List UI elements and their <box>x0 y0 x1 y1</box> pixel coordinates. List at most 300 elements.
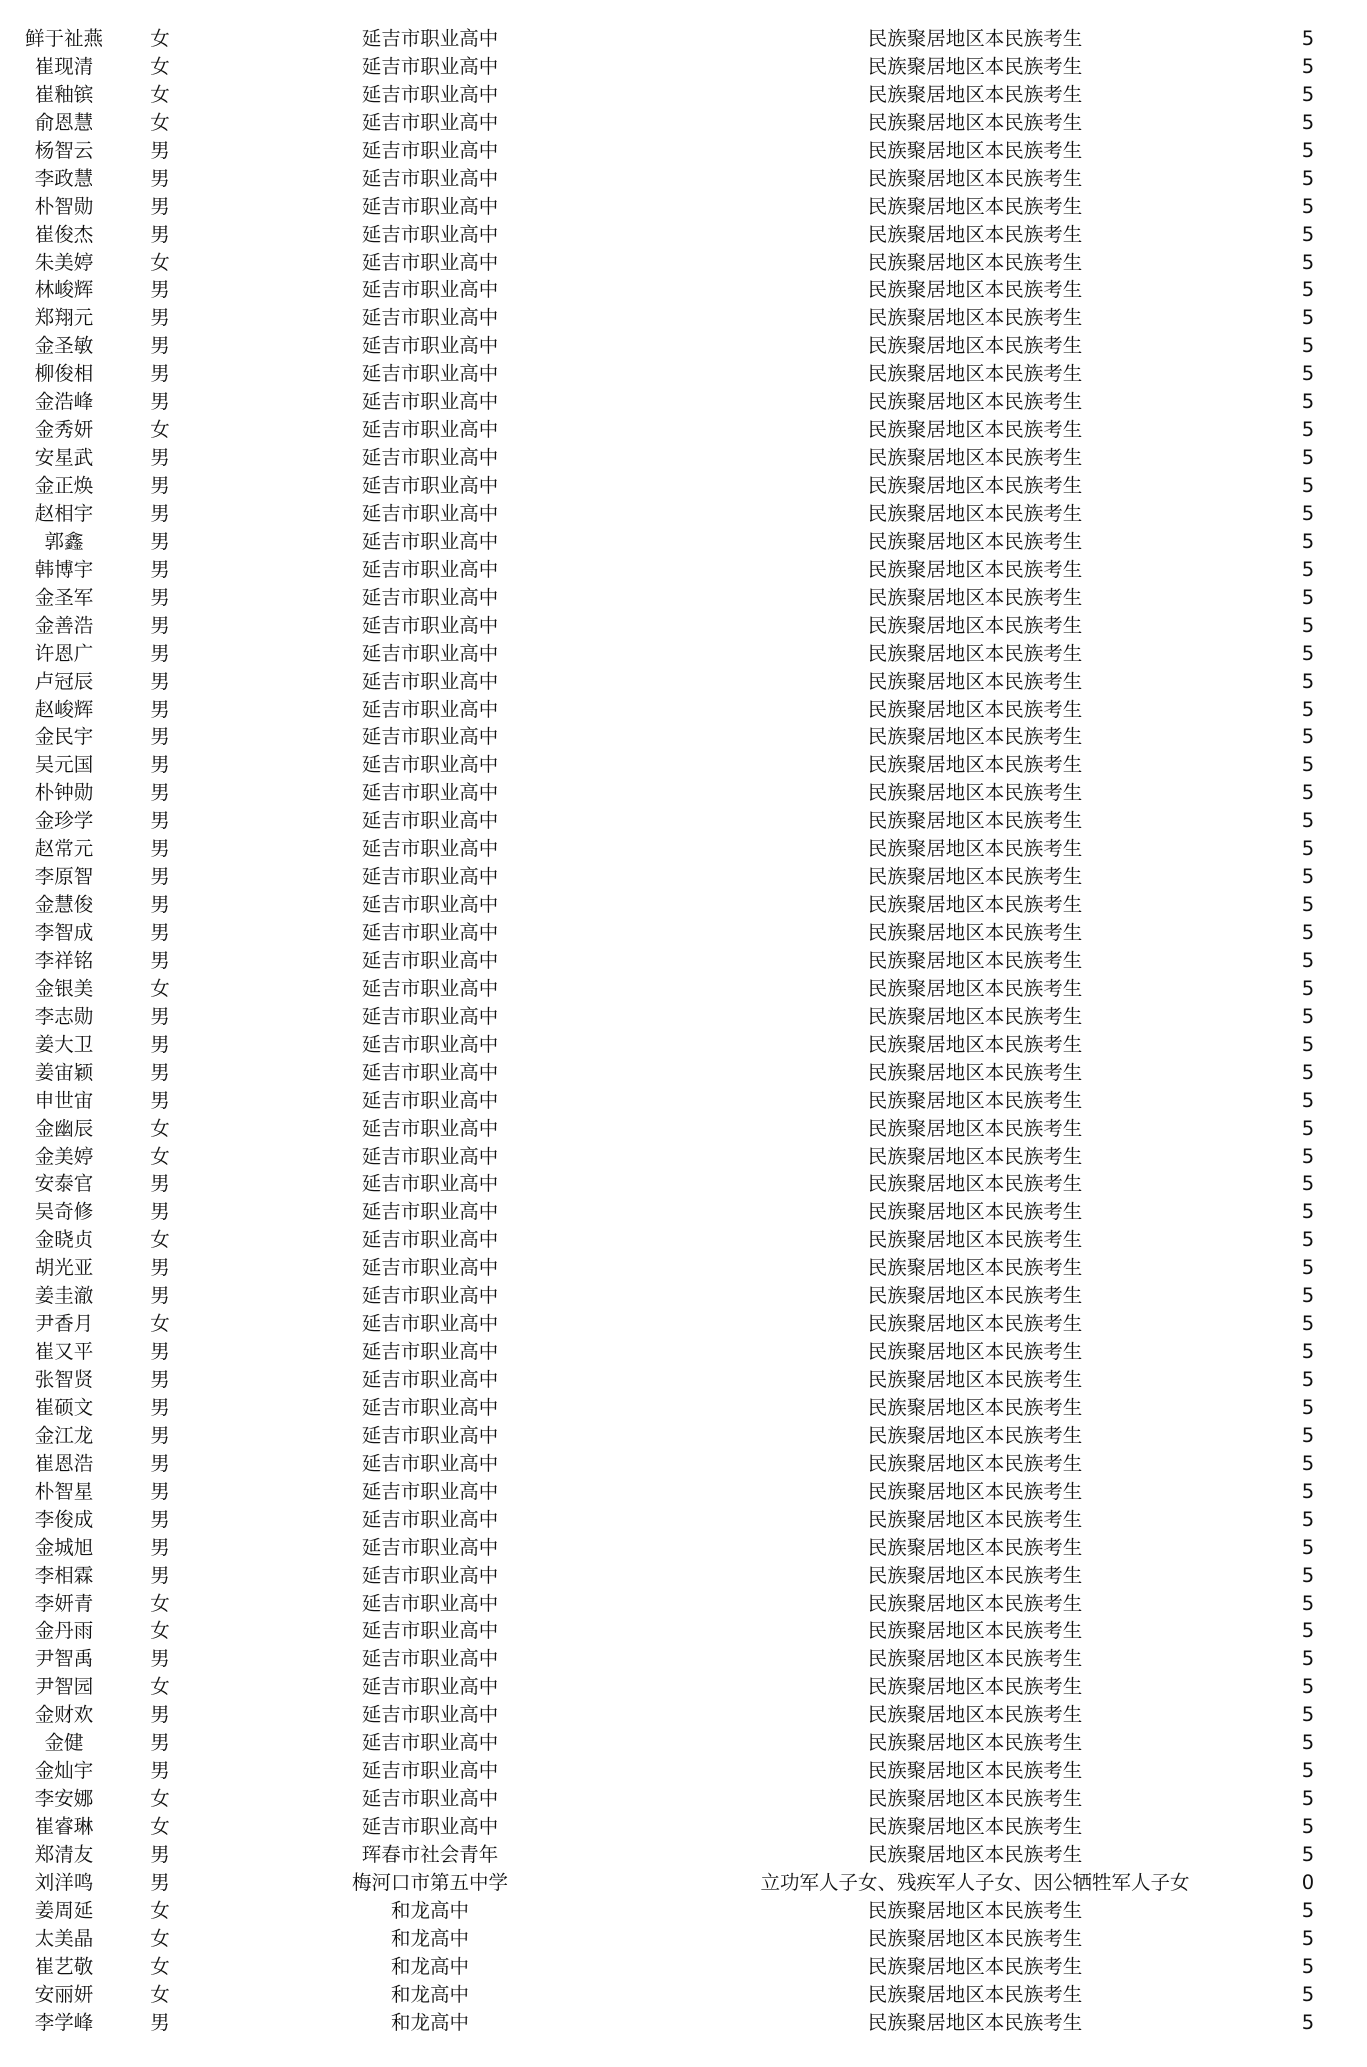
category-cell: 民族聚居地区本民族考生 <box>867 54 1083 78</box>
student-name-cell: 郑清友 <box>34 1842 94 1866</box>
table-row <box>0 137 1367 165</box>
student-name-cell: 张智贤 <box>34 1368 94 1391</box>
school-cell: 延吉市职业高中 <box>361 474 499 497</box>
school-cell: 延吉市职业高中 <box>361 948 499 972</box>
gender-cell: 男 <box>150 1731 170 1755</box>
table-row <box>0 1087 1367 1115</box>
school-cell: 延吉市职业高中 <box>361 82 499 106</box>
gender-cell: 女 <box>150 1954 170 1978</box>
school-cell: 延吉市职业高中 <box>361 194 499 218</box>
student-name-cell: 崔硕文 <box>34 1395 94 1419</box>
table-row <box>0 2009 1367 2037</box>
gender-cell: 男 <box>150 2010 170 2034</box>
table-row <box>0 1701 1367 1729</box>
gender-cell: 男 <box>150 529 170 553</box>
student-name-cell: 刘洋鸣 <box>34 1870 94 1894</box>
student-name-cell: 李俊成 <box>34 1507 94 1531</box>
table-row <box>0 165 1367 193</box>
table-row <box>0 276 1367 304</box>
category-cell: 民族聚居地区本民族考生 <box>867 725 1083 749</box>
category-cell: 民族聚居地区本民族考生 <box>867 138 1083 162</box>
gender-cell: 女 <box>150 418 170 442</box>
student-name-cell: 金浩峰 <box>34 390 94 414</box>
student-name-cell: 林峻辉 <box>34 278 94 302</box>
category-cell: 民族聚居地区本民族考生 <box>867 474 1083 497</box>
student-name-cell: 李祥铭 <box>34 948 94 972</box>
gender-cell: 男 <box>150 697 170 721</box>
table-row <box>0 193 1367 221</box>
student-name-cell: 金健 <box>44 1731 84 1755</box>
school-cell: 延吉市职业高中 <box>361 669 499 693</box>
gender-cell: 男 <box>150 1423 170 1447</box>
school-cell: 延吉市职业高中 <box>361 306 499 330</box>
score-cell: 5 <box>1301 1144 1315 1168</box>
student-name-cell: 朴智星 <box>34 1479 94 1503</box>
school-cell: 和龙高中 <box>390 1898 469 1922</box>
gender-cell: 女 <box>150 110 170 134</box>
category-cell: 民族聚居地区本民族考生 <box>867 529 1083 553</box>
student-name-cell: 金秀妍 <box>34 418 94 442</box>
school-cell: 延吉市职业高中 <box>361 585 499 609</box>
category-cell: 民族聚居地区本民族考生 <box>867 1619 1083 1643</box>
gender-cell: 男 <box>150 1870 170 1894</box>
category-cell: 民族聚居地区本民族考生 <box>867 1032 1083 1056</box>
score-cell: 5 <box>1301 1507 1315 1531</box>
gender-cell: 男 <box>150 1088 170 1112</box>
category-cell: 民族聚居地区本民族考生 <box>867 278 1083 302</box>
school-cell: 延吉市职业高中 <box>361 1731 499 1755</box>
student-name-cell: 金灿宇 <box>34 1759 94 1783</box>
category-cell: 民族聚居地区本民族考生 <box>867 1563 1083 1587</box>
school-cell: 延吉市职业高中 <box>361 1675 499 1699</box>
table-row <box>0 1478 1367 1506</box>
table-row <box>0 1841 1367 1869</box>
gender-cell: 女 <box>150 1228 170 1252</box>
score-cell: 5 <box>1301 865 1315 889</box>
table-row <box>0 668 1367 696</box>
gender-cell: 男 <box>150 446 170 470</box>
category-cell: 民族聚居地区本民族考生 <box>867 1256 1083 1280</box>
school-cell: 延吉市职业高中 <box>361 1368 499 1391</box>
table-row <box>0 1422 1367 1450</box>
student-name-cell: 赵峻辉 <box>34 697 94 721</box>
score-cell: 5 <box>1301 250 1315 274</box>
score-cell: 5 <box>1301 1815 1315 1838</box>
gender-cell: 男 <box>150 1032 170 1056</box>
school-cell: 延吉市职业高中 <box>361 27 499 50</box>
score-cell: 5 <box>1301 1563 1315 1587</box>
score-cell: 5 <box>1301 1395 1315 1419</box>
table-row <box>0 1115 1367 1143</box>
score-cell: 5 <box>1301 1926 1315 1950</box>
school-cell: 延吉市职业高中 <box>361 1815 499 1838</box>
category-cell: 民族聚居地区本民族考生 <box>867 1898 1083 1922</box>
category-cell: 民族聚居地区本民族考生 <box>867 1004 1083 1028</box>
gender-cell: 女 <box>150 1144 170 1168</box>
table-row <box>0 1673 1367 1701</box>
category-cell: 民族聚居地区本民族考生 <box>867 250 1083 274</box>
school-cell: 延吉市职业高中 <box>361 1200 499 1224</box>
school-cell: 延吉市职业高中 <box>361 865 499 889</box>
category-cell: 民族聚居地区本民族考生 <box>867 781 1083 805</box>
student-name-cell: 李妍青 <box>34 1591 94 1615</box>
category-cell: 民族聚居地区本民族考生 <box>867 1954 1083 1978</box>
student-name-cell: 金圣敏 <box>34 334 94 358</box>
gender-cell: 男 <box>150 921 170 944</box>
school-cell: 延吉市职业高中 <box>361 837 499 861</box>
score-cell: 5 <box>1301 893 1315 917</box>
category-cell: 民族聚居地区本民族考生 <box>867 697 1083 721</box>
table-row <box>0 640 1367 668</box>
score-cell: 5 <box>1301 1284 1315 1308</box>
gender-cell: 男 <box>150 948 170 972</box>
score-cell: 5 <box>1301 138 1315 162</box>
score-cell: 5 <box>1301 390 1315 414</box>
school-cell: 延吉市职业高中 <box>361 1256 499 1280</box>
table-row <box>0 1506 1367 1534</box>
score-cell: 5 <box>1301 1954 1315 1978</box>
gender-cell: 男 <box>150 865 170 889</box>
school-cell: 和龙高中 <box>390 1954 469 1978</box>
category-cell: 民族聚居地区本民族考生 <box>867 641 1083 665</box>
table-row <box>0 863 1367 891</box>
score-cell: 5 <box>1301 362 1315 386</box>
category-cell: 民族聚居地区本民族考生 <box>867 418 1083 442</box>
category-cell: 民族聚居地区本民族考生 <box>867 753 1083 777</box>
table-row <box>0 1198 1367 1226</box>
gender-cell: 男 <box>150 557 170 581</box>
gender-cell: 男 <box>150 1759 170 1783</box>
gender-cell: 男 <box>150 641 170 665</box>
school-cell: 延吉市职业高中 <box>361 697 499 721</box>
gender-cell: 女 <box>150 1926 170 1950</box>
gender-cell: 男 <box>150 1284 170 1308</box>
category-cell: 民族聚居地区本民族考生 <box>867 1172 1083 1196</box>
score-cell: 5 <box>1301 278 1315 302</box>
school-cell: 延吉市职业高中 <box>361 278 499 302</box>
table-row <box>0 1729 1367 1757</box>
school-cell: 延吉市职业高中 <box>361 1563 499 1587</box>
table-row <box>0 1645 1367 1673</box>
score-cell: 5 <box>1301 1479 1315 1503</box>
category-cell: 民族聚居地区本民族考生 <box>867 1200 1083 1224</box>
gender-cell: 男 <box>150 1479 170 1503</box>
gender-cell: 男 <box>150 1200 170 1224</box>
school-cell: 延吉市职业高中 <box>361 753 499 777</box>
score-cell: 5 <box>1301 613 1315 637</box>
score-cell: 5 <box>1301 1982 1315 2006</box>
category-cell: 民族聚居地区本民族考生 <box>867 166 1083 190</box>
table-row <box>0 556 1367 584</box>
student-name-cell: 金慧俊 <box>34 893 94 917</box>
category-cell: 民族聚居地区本民族考生 <box>867 585 1083 609</box>
category-cell: 民族聚居地区本民族考生 <box>867 1731 1083 1755</box>
gender-cell: 女 <box>150 1675 170 1699</box>
school-cell: 延吉市职业高中 <box>361 418 499 442</box>
gender-cell: 女 <box>150 1116 170 1140</box>
category-cell: 民族聚居地区本民族考生 <box>867 1060 1083 1084</box>
gender-cell: 男 <box>150 1563 170 1587</box>
score-cell: 5 <box>1301 1060 1315 1084</box>
score-cell: 5 <box>1301 1842 1315 1866</box>
table-row <box>0 807 1367 835</box>
school-cell: 延吉市职业高中 <box>361 613 499 637</box>
category-cell: 民族聚居地区本民族考生 <box>867 1423 1083 1447</box>
school-cell: 延吉市职业高中 <box>361 893 499 917</box>
gender-cell: 男 <box>150 1507 170 1531</box>
score-cell: 5 <box>1301 529 1315 553</box>
school-cell: 延吉市职业高中 <box>361 1507 499 1531</box>
table-row <box>0 1170 1367 1198</box>
score-cell: 5 <box>1301 1088 1315 1112</box>
school-cell: 延吉市职业高中 <box>361 390 499 414</box>
score-cell: 5 <box>1301 1032 1315 1056</box>
table-row <box>0 1226 1367 1254</box>
table-row <box>0 25 1367 53</box>
school-cell: 延吉市职业高中 <box>361 1395 499 1419</box>
table-row <box>0 1003 1367 1031</box>
gender-cell: 男 <box>150 837 170 861</box>
student-name-cell: 崔釉镔 <box>34 82 94 106</box>
gender-cell: 男 <box>150 613 170 637</box>
table-row <box>0 696 1367 724</box>
document-page <box>0 25 1367 2037</box>
category-cell: 民族聚居地区本民族考生 <box>867 1815 1083 1838</box>
category-cell: 民族聚居地区本民族考生 <box>867 1395 1083 1419</box>
table-row <box>0 1254 1367 1282</box>
gender-cell: 女 <box>150 1787 170 1811</box>
score-cell: 5 <box>1301 1312 1315 1336</box>
gender-cell: 男 <box>150 1004 170 1028</box>
table-row <box>0 388 1367 416</box>
category-cell: 民族聚居地区本民族考生 <box>867 613 1083 637</box>
table-row <box>0 528 1367 556</box>
category-cell: 民族聚居地区本民族考生 <box>867 837 1083 861</box>
table-row <box>0 919 1367 947</box>
gender-cell: 男 <box>150 1395 170 1419</box>
score-cell: 5 <box>1301 1172 1315 1196</box>
gender-cell: 男 <box>150 893 170 917</box>
table-row <box>0 1617 1367 1645</box>
student-name-cell: 卢冠辰 <box>34 669 94 693</box>
gender-cell: 男 <box>150 194 170 218</box>
gender-cell: 男 <box>150 1340 170 1364</box>
school-cell: 延吉市职业高中 <box>361 501 499 525</box>
gender-cell: 女 <box>150 82 170 106</box>
school-cell: 延吉市职业高中 <box>361 1591 499 1615</box>
school-cell: 延吉市职业高中 <box>361 362 499 386</box>
school-cell: 和龙高中 <box>390 1982 469 2006</box>
gender-cell: 男 <box>150 222 170 246</box>
category-cell: 民族聚居地区本民族考生 <box>867 557 1083 581</box>
score-cell: 5 <box>1301 1731 1315 1755</box>
table-row <box>0 81 1367 109</box>
student-name-cell: 太美晶 <box>34 1926 94 1950</box>
table-row <box>0 1394 1367 1422</box>
school-cell: 延吉市职业高中 <box>361 781 499 805</box>
gender-cell: 男 <box>150 1060 170 1084</box>
student-name-cell: 柳俊相 <box>34 362 94 386</box>
school-cell: 梅河口市第五中学 <box>351 1870 508 1894</box>
score-cell: 5 <box>1301 306 1315 330</box>
table-row <box>0 360 1367 388</box>
school-cell: 和龙高中 <box>390 2010 469 2034</box>
gender-cell: 男 <box>150 278 170 302</box>
school-cell: 延吉市职业高中 <box>361 1004 499 1028</box>
school-cell: 延吉市职业高中 <box>361 334 499 358</box>
school-cell: 延吉市职业高中 <box>361 1312 499 1336</box>
student-name-cell: 金晓贞 <box>34 1228 94 1252</box>
student-name-cell: 李原智 <box>34 865 94 889</box>
student-name-cell: 李相霖 <box>34 1563 94 1587</box>
score-cell: 5 <box>1301 1368 1315 1391</box>
student-name-cell: 姜大卫 <box>34 1032 94 1056</box>
student-name-cell: 李学峰 <box>34 2010 94 2034</box>
category-cell: 民族聚居地区本民族考生 <box>867 501 1083 525</box>
table-row <box>0 1562 1367 1590</box>
student-name-cell: 李志勋 <box>34 1004 94 1028</box>
table-row <box>0 1450 1367 1478</box>
gender-cell: 女 <box>150 1312 170 1336</box>
student-name-cell: 金正焕 <box>34 474 94 497</box>
score-cell: 5 <box>1301 334 1315 358</box>
score-cell: 5 <box>1301 921 1315 944</box>
gender-cell: 女 <box>150 1982 170 2006</box>
table-row <box>0 1338 1367 1366</box>
score-cell: 5 <box>1301 1116 1315 1140</box>
student-name-cell: 鲜于祉燕 <box>24 27 103 50</box>
category-cell: 民族聚居地区本民族考生 <box>867 194 1083 218</box>
category-cell: 民族聚居地区本民族考生 <box>867 809 1083 833</box>
table-row <box>0 1953 1367 1981</box>
table-row <box>0 1590 1367 1618</box>
student-name-cell: 金圣军 <box>34 585 94 609</box>
gender-cell: 男 <box>150 1703 170 1727</box>
score-cell: 5 <box>1301 1256 1315 1280</box>
school-cell: 延吉市职业高中 <box>361 222 499 246</box>
school-cell: 延吉市职业高中 <box>361 1423 499 1447</box>
student-name-cell: 申世宙 <box>34 1088 94 1112</box>
score-cell: 5 <box>1301 585 1315 609</box>
category-cell: 民族聚居地区本民族考生 <box>867 1451 1083 1475</box>
gender-cell: 男 <box>150 809 170 833</box>
student-name-cell: 李智成 <box>34 921 94 944</box>
student-name-cell: 尹香月 <box>34 1312 94 1336</box>
table-row <box>0 1534 1367 1562</box>
gender-cell: 男 <box>150 1451 170 1475</box>
score-cell: 5 <box>1301 2010 1315 2034</box>
gender-cell: 男 <box>150 1535 170 1559</box>
gender-cell: 男 <box>150 669 170 693</box>
table-row <box>0 221 1367 249</box>
school-cell: 延吉市职业高中 <box>361 1060 499 1084</box>
score-cell: 5 <box>1301 669 1315 693</box>
score-cell: 5 <box>1301 54 1315 78</box>
category-cell: 民族聚居地区本民族考生 <box>867 1703 1083 1727</box>
table-row <box>0 304 1367 332</box>
student-name-cell: 杨智云 <box>34 138 94 162</box>
student-name-cell: 姜圭澈 <box>34 1284 94 1308</box>
gender-cell: 女 <box>150 250 170 274</box>
school-cell: 延吉市职业高中 <box>361 1759 499 1783</box>
student-name-cell: 朱美婷 <box>34 250 94 274</box>
category-cell: 民族聚居地区本民族考生 <box>867 306 1083 330</box>
category-cell: 民族聚居地区本民族考生 <box>867 865 1083 889</box>
table-row <box>0 1813 1367 1841</box>
student-name-cell: 金城旭 <box>34 1535 94 1559</box>
score-cell: 5 <box>1301 222 1315 246</box>
table-row <box>0 53 1367 81</box>
student-name-cell: 俞恩慧 <box>34 110 94 134</box>
category-cell: 民族聚居地区本民族考生 <box>867 1591 1083 1615</box>
category-cell: 民族聚居地区本民族考生 <box>867 446 1083 470</box>
student-name-cell: 胡光亚 <box>34 1256 94 1280</box>
table-row <box>0 249 1367 277</box>
score-cell: 5 <box>1301 110 1315 134</box>
school-cell: 延吉市职业高中 <box>361 641 499 665</box>
score-cell: 5 <box>1301 641 1315 665</box>
school-cell: 延吉市职业高中 <box>361 1340 499 1364</box>
school-cell: 延吉市职业高中 <box>361 138 499 162</box>
score-cell: 5 <box>1301 1898 1315 1922</box>
student-name-cell: 崔睿琳 <box>34 1815 94 1838</box>
student-name-cell: 吴元国 <box>34 753 94 777</box>
student-name-cell: 崔又平 <box>34 1340 94 1364</box>
category-cell: 立功军人子女、残疾军人子女、因公牺牲军人子女 <box>760 1870 1190 1894</box>
score-cell: 5 <box>1301 1004 1315 1028</box>
category-cell: 民族聚居地区本民族考生 <box>867 1926 1083 1950</box>
student-name-cell: 金银美 <box>34 976 94 1000</box>
student-name-cell: 金幽辰 <box>34 1116 94 1140</box>
table-row <box>0 584 1367 612</box>
category-cell: 民族聚居地区本民族考生 <box>867 110 1083 134</box>
table-row <box>0 1031 1367 1059</box>
student-name-cell: 韩博宇 <box>34 557 94 581</box>
school-cell: 延吉市职业高中 <box>361 725 499 749</box>
gender-cell: 男 <box>150 334 170 358</box>
student-name-cell: 安丽妍 <box>34 1982 94 2006</box>
score-cell: 5 <box>1301 1675 1315 1699</box>
score-cell: 5 <box>1301 474 1315 497</box>
school-cell: 延吉市职业高中 <box>361 809 499 833</box>
category-cell: 民族聚居地区本民族考生 <box>867 1116 1083 1140</box>
gender-cell: 男 <box>150 1647 170 1671</box>
category-cell: 民族聚居地区本民族考生 <box>867 1284 1083 1308</box>
category-cell: 民族聚居地区本民族考生 <box>867 1535 1083 1559</box>
table-row <box>0 1869 1367 1897</box>
school-cell: 珲春市社会青年 <box>361 1842 499 1866</box>
score-cell: 5 <box>1301 976 1315 1000</box>
gender-cell: 男 <box>150 138 170 162</box>
student-name-cell: 朴钟勋 <box>34 781 94 805</box>
gender-cell: 男 <box>150 781 170 805</box>
school-cell: 延吉市职业高中 <box>361 1172 499 1196</box>
table-row <box>0 1310 1367 1338</box>
table-row <box>0 975 1367 1003</box>
school-cell: 延吉市职业高中 <box>361 1479 499 1503</box>
school-cell: 延吉市职业高中 <box>361 921 499 944</box>
table-row <box>0 779 1367 807</box>
table-row <box>0 723 1367 751</box>
gender-cell: 男 <box>150 362 170 386</box>
school-cell: 延吉市职业高中 <box>361 1144 499 1168</box>
score-cell: 5 <box>1301 194 1315 218</box>
score-cell: 5 <box>1301 446 1315 470</box>
category-cell: 民族聚居地区本民族考生 <box>867 334 1083 358</box>
student-name-cell: 金善浩 <box>34 613 94 637</box>
table-row <box>0 1143 1367 1171</box>
student-name-cell: 金丹雨 <box>34 1619 94 1643</box>
